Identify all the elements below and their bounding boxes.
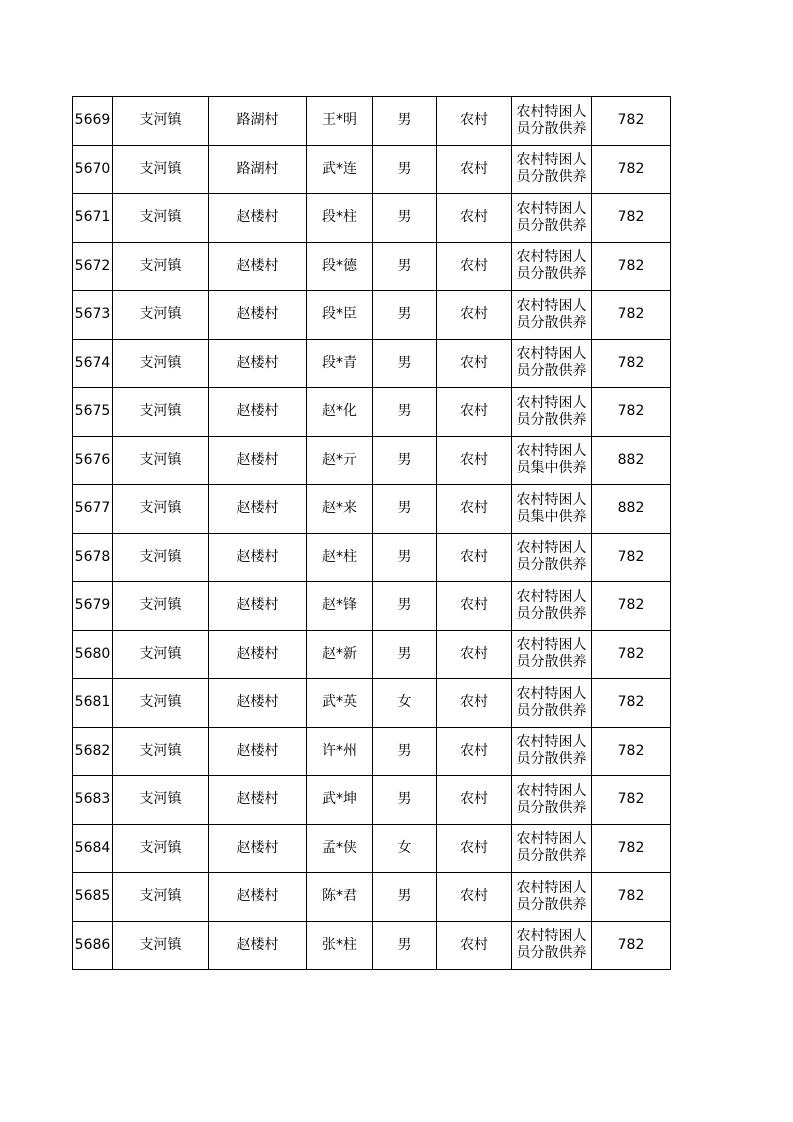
record-id-cell: 5673 bbox=[73, 291, 113, 340]
village-cell: 路湖村 bbox=[209, 97, 307, 146]
table-row bbox=[73, 485, 671, 534]
village-cell: 赵楼村 bbox=[209, 582, 307, 631]
assistance-type-line: 农村特困人 bbox=[516, 685, 587, 702]
person-name-cell: 武*连 bbox=[307, 145, 373, 194]
gender-cell: 男 bbox=[373, 533, 437, 582]
assistance-type-line: 农村特困人 bbox=[516, 346, 587, 363]
person-name-cell: 段*柱 bbox=[307, 194, 373, 243]
assistance-type-line: 员集中供养 bbox=[516, 508, 587, 525]
person-name-cell: 许*州 bbox=[307, 727, 373, 776]
person-name-cell: 赵*亓 bbox=[307, 436, 373, 485]
table-row bbox=[73, 873, 671, 922]
record-id-cell: 5678 bbox=[73, 533, 113, 582]
assistance-type-cell bbox=[512, 194, 592, 243]
town-cell: 支河镇 bbox=[113, 388, 209, 437]
amount-cell: 782 bbox=[592, 388, 671, 437]
amount-cell: 782 bbox=[592, 339, 671, 388]
assistance-type-line: 农村特困人 bbox=[516, 200, 587, 217]
record-id-cell: 5677 bbox=[73, 485, 113, 534]
record-id-cell: 5684 bbox=[73, 824, 113, 873]
assistance-type-cell bbox=[512, 388, 592, 437]
gender-cell: 男 bbox=[373, 873, 437, 922]
record-id-cell: 5679 bbox=[73, 582, 113, 631]
assistance-type-line: 员分散供养 bbox=[516, 314, 587, 331]
assistance-type-cell bbox=[512, 921, 592, 970]
gender-cell: 男 bbox=[373, 485, 437, 534]
area-cell: 农村 bbox=[437, 630, 512, 679]
person-name-cell: 赵*化 bbox=[307, 388, 373, 437]
amount-cell: 782 bbox=[592, 824, 671, 873]
assistance-type-line: 农村特困人 bbox=[516, 879, 587, 896]
village-cell: 赵楼村 bbox=[209, 533, 307, 582]
gender-cell: 男 bbox=[373, 388, 437, 437]
roster-body bbox=[73, 97, 671, 970]
area-cell: 农村 bbox=[437, 921, 512, 970]
assistance-type-line: 农村特困人 bbox=[516, 928, 587, 945]
amount-cell: 782 bbox=[592, 97, 671, 146]
area-cell: 农村 bbox=[437, 533, 512, 582]
assistance-type-line: 农村特困人 bbox=[516, 588, 587, 605]
area-cell: 农村 bbox=[437, 873, 512, 922]
assistance-type-line: 农村特困人 bbox=[516, 491, 587, 508]
record-id-cell: 5674 bbox=[73, 339, 113, 388]
assistance-type-cell bbox=[512, 630, 592, 679]
person-name-cell: 赵*来 bbox=[307, 485, 373, 534]
assistance-type-line: 农村特困人 bbox=[516, 443, 587, 460]
assistance-type-line: 员分散供养 bbox=[516, 896, 587, 913]
amount-cell: 782 bbox=[592, 630, 671, 679]
record-id-cell: 5676 bbox=[73, 436, 113, 485]
assistance-type-cell bbox=[512, 97, 592, 146]
table-row bbox=[73, 921, 671, 970]
gender-cell: 男 bbox=[373, 776, 437, 825]
assistance-type-line: 农村特困人 bbox=[516, 394, 587, 411]
area-cell: 农村 bbox=[437, 485, 512, 534]
amount-cell: 782 bbox=[592, 242, 671, 291]
town-cell: 支河镇 bbox=[113, 533, 209, 582]
assistance-type-line: 员分散供养 bbox=[516, 411, 587, 428]
area-cell: 农村 bbox=[437, 242, 512, 291]
town-cell: 支河镇 bbox=[113, 582, 209, 631]
amount-cell: 782 bbox=[592, 727, 671, 776]
assistance-type-line: 员分散供养 bbox=[516, 654, 587, 671]
amount-cell: 782 bbox=[592, 679, 671, 728]
gender-cell: 女 bbox=[373, 679, 437, 728]
town-cell: 支河镇 bbox=[113, 776, 209, 825]
assistance-type-cell bbox=[512, 727, 592, 776]
assistance-type-line: 员分散供养 bbox=[516, 169, 587, 186]
assistance-type-line: 员分散供养 bbox=[516, 605, 587, 622]
record-id-cell: 5675 bbox=[73, 388, 113, 437]
amount-cell: 782 bbox=[592, 291, 671, 340]
assistance-type-cell bbox=[512, 679, 592, 728]
gender-cell: 男 bbox=[373, 630, 437, 679]
person-name-cell: 段*青 bbox=[307, 339, 373, 388]
record-id-cell: 5682 bbox=[73, 727, 113, 776]
assistance-type-line: 农村特困人 bbox=[516, 734, 587, 751]
town-cell: 支河镇 bbox=[113, 339, 209, 388]
table-row bbox=[73, 630, 671, 679]
table-row bbox=[73, 776, 671, 825]
amount-cell: 782 bbox=[592, 776, 671, 825]
assistance-type-cell bbox=[512, 582, 592, 631]
town-cell: 支河镇 bbox=[113, 921, 209, 970]
gender-cell: 男 bbox=[373, 727, 437, 776]
person-name-cell: 武*坤 bbox=[307, 776, 373, 825]
person-name-cell: 赵*锋 bbox=[307, 582, 373, 631]
gender-cell: 男 bbox=[373, 582, 437, 631]
town-cell: 支河镇 bbox=[113, 97, 209, 146]
record-id-cell: 5670 bbox=[73, 145, 113, 194]
amount-cell: 782 bbox=[592, 921, 671, 970]
assistance-type-cell bbox=[512, 291, 592, 340]
amount-cell: 782 bbox=[592, 145, 671, 194]
town-cell: 支河镇 bbox=[113, 436, 209, 485]
village-cell: 赵楼村 bbox=[209, 679, 307, 728]
table-row bbox=[73, 582, 671, 631]
assistance-type-cell bbox=[512, 533, 592, 582]
assistance-type-line: 农村特困人 bbox=[516, 831, 587, 848]
village-cell: 赵楼村 bbox=[209, 485, 307, 534]
gender-cell: 女 bbox=[373, 824, 437, 873]
area-cell: 农村 bbox=[437, 194, 512, 243]
area-cell: 农村 bbox=[437, 679, 512, 728]
village-cell: 赵楼村 bbox=[209, 339, 307, 388]
assistance-type-line: 员分散供养 bbox=[516, 557, 587, 574]
village-cell: 赵楼村 bbox=[209, 776, 307, 825]
assistance-type-line: 农村特困人 bbox=[516, 249, 587, 266]
town-cell: 支河镇 bbox=[113, 727, 209, 776]
assistance-type-line: 员分散供养 bbox=[516, 945, 587, 962]
gender-cell: 男 bbox=[373, 921, 437, 970]
assistance-type-line: 农村特困人 bbox=[516, 297, 587, 314]
town-cell: 支河镇 bbox=[113, 291, 209, 340]
amount-cell: 782 bbox=[592, 582, 671, 631]
assistance-type-line: 员分散供养 bbox=[516, 266, 587, 283]
town-cell: 支河镇 bbox=[113, 145, 209, 194]
record-id-cell: 5686 bbox=[73, 921, 113, 970]
village-cell: 赵楼村 bbox=[209, 921, 307, 970]
table-row bbox=[73, 388, 671, 437]
assistance-type-cell bbox=[512, 873, 592, 922]
town-cell: 支河镇 bbox=[113, 242, 209, 291]
table-row bbox=[73, 824, 671, 873]
area-cell: 农村 bbox=[437, 776, 512, 825]
record-id-cell: 5671 bbox=[73, 194, 113, 243]
person-name-cell: 段*德 bbox=[307, 242, 373, 291]
village-cell: 赵楼村 bbox=[209, 388, 307, 437]
table-row bbox=[73, 727, 671, 776]
assistance-type-line: 员分散供养 bbox=[516, 751, 587, 768]
table-row bbox=[73, 97, 671, 146]
gender-cell: 男 bbox=[373, 291, 437, 340]
village-cell: 赵楼村 bbox=[209, 873, 307, 922]
area-cell: 农村 bbox=[437, 582, 512, 631]
village-cell: 路湖村 bbox=[209, 145, 307, 194]
assistance-type-cell bbox=[512, 339, 592, 388]
table-row bbox=[73, 679, 671, 728]
amount-cell: 882 bbox=[592, 436, 671, 485]
person-name-cell: 王*明 bbox=[307, 97, 373, 146]
assistance-type-line: 员集中供养 bbox=[516, 460, 587, 477]
village-cell: 赵楼村 bbox=[209, 630, 307, 679]
assistance-type-line: 农村特困人 bbox=[516, 782, 587, 799]
assistance-type-line: 员分散供养 bbox=[516, 848, 587, 865]
person-name-cell: 段*臣 bbox=[307, 291, 373, 340]
assistance-type-cell bbox=[512, 485, 592, 534]
village-cell: 赵楼村 bbox=[209, 436, 307, 485]
town-cell: 支河镇 bbox=[113, 824, 209, 873]
amount-cell: 782 bbox=[592, 194, 671, 243]
town-cell: 支河镇 bbox=[113, 194, 209, 243]
assistance-type-cell bbox=[512, 145, 592, 194]
area-cell: 农村 bbox=[437, 339, 512, 388]
assistance-type-line: 农村特困人 bbox=[516, 540, 587, 557]
village-cell: 赵楼村 bbox=[209, 242, 307, 291]
village-cell: 赵楼村 bbox=[209, 194, 307, 243]
record-id-cell: 5681 bbox=[73, 679, 113, 728]
assistance-type-line: 农村特困人 bbox=[516, 152, 587, 169]
town-cell: 支河镇 bbox=[113, 679, 209, 728]
area-cell: 农村 bbox=[437, 727, 512, 776]
gender-cell: 男 bbox=[373, 436, 437, 485]
table-row bbox=[73, 436, 671, 485]
amount-cell: 782 bbox=[592, 873, 671, 922]
table-row bbox=[73, 194, 671, 243]
table-row bbox=[73, 291, 671, 340]
assistance-type-line: 员分散供养 bbox=[516, 799, 587, 816]
town-cell: 支河镇 bbox=[113, 485, 209, 534]
gender-cell: 男 bbox=[373, 242, 437, 291]
person-name-cell: 武*英 bbox=[307, 679, 373, 728]
person-name-cell: 陈*君 bbox=[307, 873, 373, 922]
area-cell: 农村 bbox=[437, 145, 512, 194]
roster-table bbox=[72, 96, 671, 970]
town-cell: 支河镇 bbox=[113, 630, 209, 679]
area-cell: 农村 bbox=[437, 291, 512, 340]
table-row bbox=[73, 533, 671, 582]
table-row bbox=[73, 339, 671, 388]
record-id-cell: 5685 bbox=[73, 873, 113, 922]
record-id-cell: 5680 bbox=[73, 630, 113, 679]
table-row bbox=[73, 242, 671, 291]
table-row bbox=[73, 145, 671, 194]
person-name-cell: 赵*柱 bbox=[307, 533, 373, 582]
person-name-cell: 赵*新 bbox=[307, 630, 373, 679]
assistance-type-cell bbox=[512, 824, 592, 873]
village-cell: 赵楼村 bbox=[209, 824, 307, 873]
village-cell: 赵楼村 bbox=[209, 727, 307, 776]
area-cell: 农村 bbox=[437, 97, 512, 146]
assistance-type-cell bbox=[512, 436, 592, 485]
gender-cell: 男 bbox=[373, 339, 437, 388]
person-name-cell: 孟*侠 bbox=[307, 824, 373, 873]
area-cell: 农村 bbox=[437, 436, 512, 485]
area-cell: 农村 bbox=[437, 388, 512, 437]
assistance-type-line: 农村特困人 bbox=[516, 103, 587, 120]
assistance-type-cell bbox=[512, 242, 592, 291]
gender-cell: 男 bbox=[373, 194, 437, 243]
assistance-type-cell bbox=[512, 776, 592, 825]
record-id-cell: 5683 bbox=[73, 776, 113, 825]
assistance-type-line: 员分散供养 bbox=[516, 363, 587, 380]
record-id-cell: 5672 bbox=[73, 242, 113, 291]
person-name-cell: 张*柱 bbox=[307, 921, 373, 970]
assistance-type-line: 农村特困人 bbox=[516, 637, 587, 654]
gender-cell: 男 bbox=[373, 97, 437, 146]
assistance-type-line: 员分散供养 bbox=[516, 702, 587, 719]
area-cell: 农村 bbox=[437, 824, 512, 873]
record-id-cell: 5669 bbox=[73, 97, 113, 146]
amount-cell: 782 bbox=[592, 533, 671, 582]
amount-cell: 882 bbox=[592, 485, 671, 534]
gender-cell: 男 bbox=[373, 145, 437, 194]
village-cell: 赵楼村 bbox=[209, 291, 307, 340]
town-cell: 支河镇 bbox=[113, 873, 209, 922]
assistance-type-line: 员分散供养 bbox=[516, 120, 587, 137]
assistance-type-line: 员分散供养 bbox=[516, 217, 587, 234]
